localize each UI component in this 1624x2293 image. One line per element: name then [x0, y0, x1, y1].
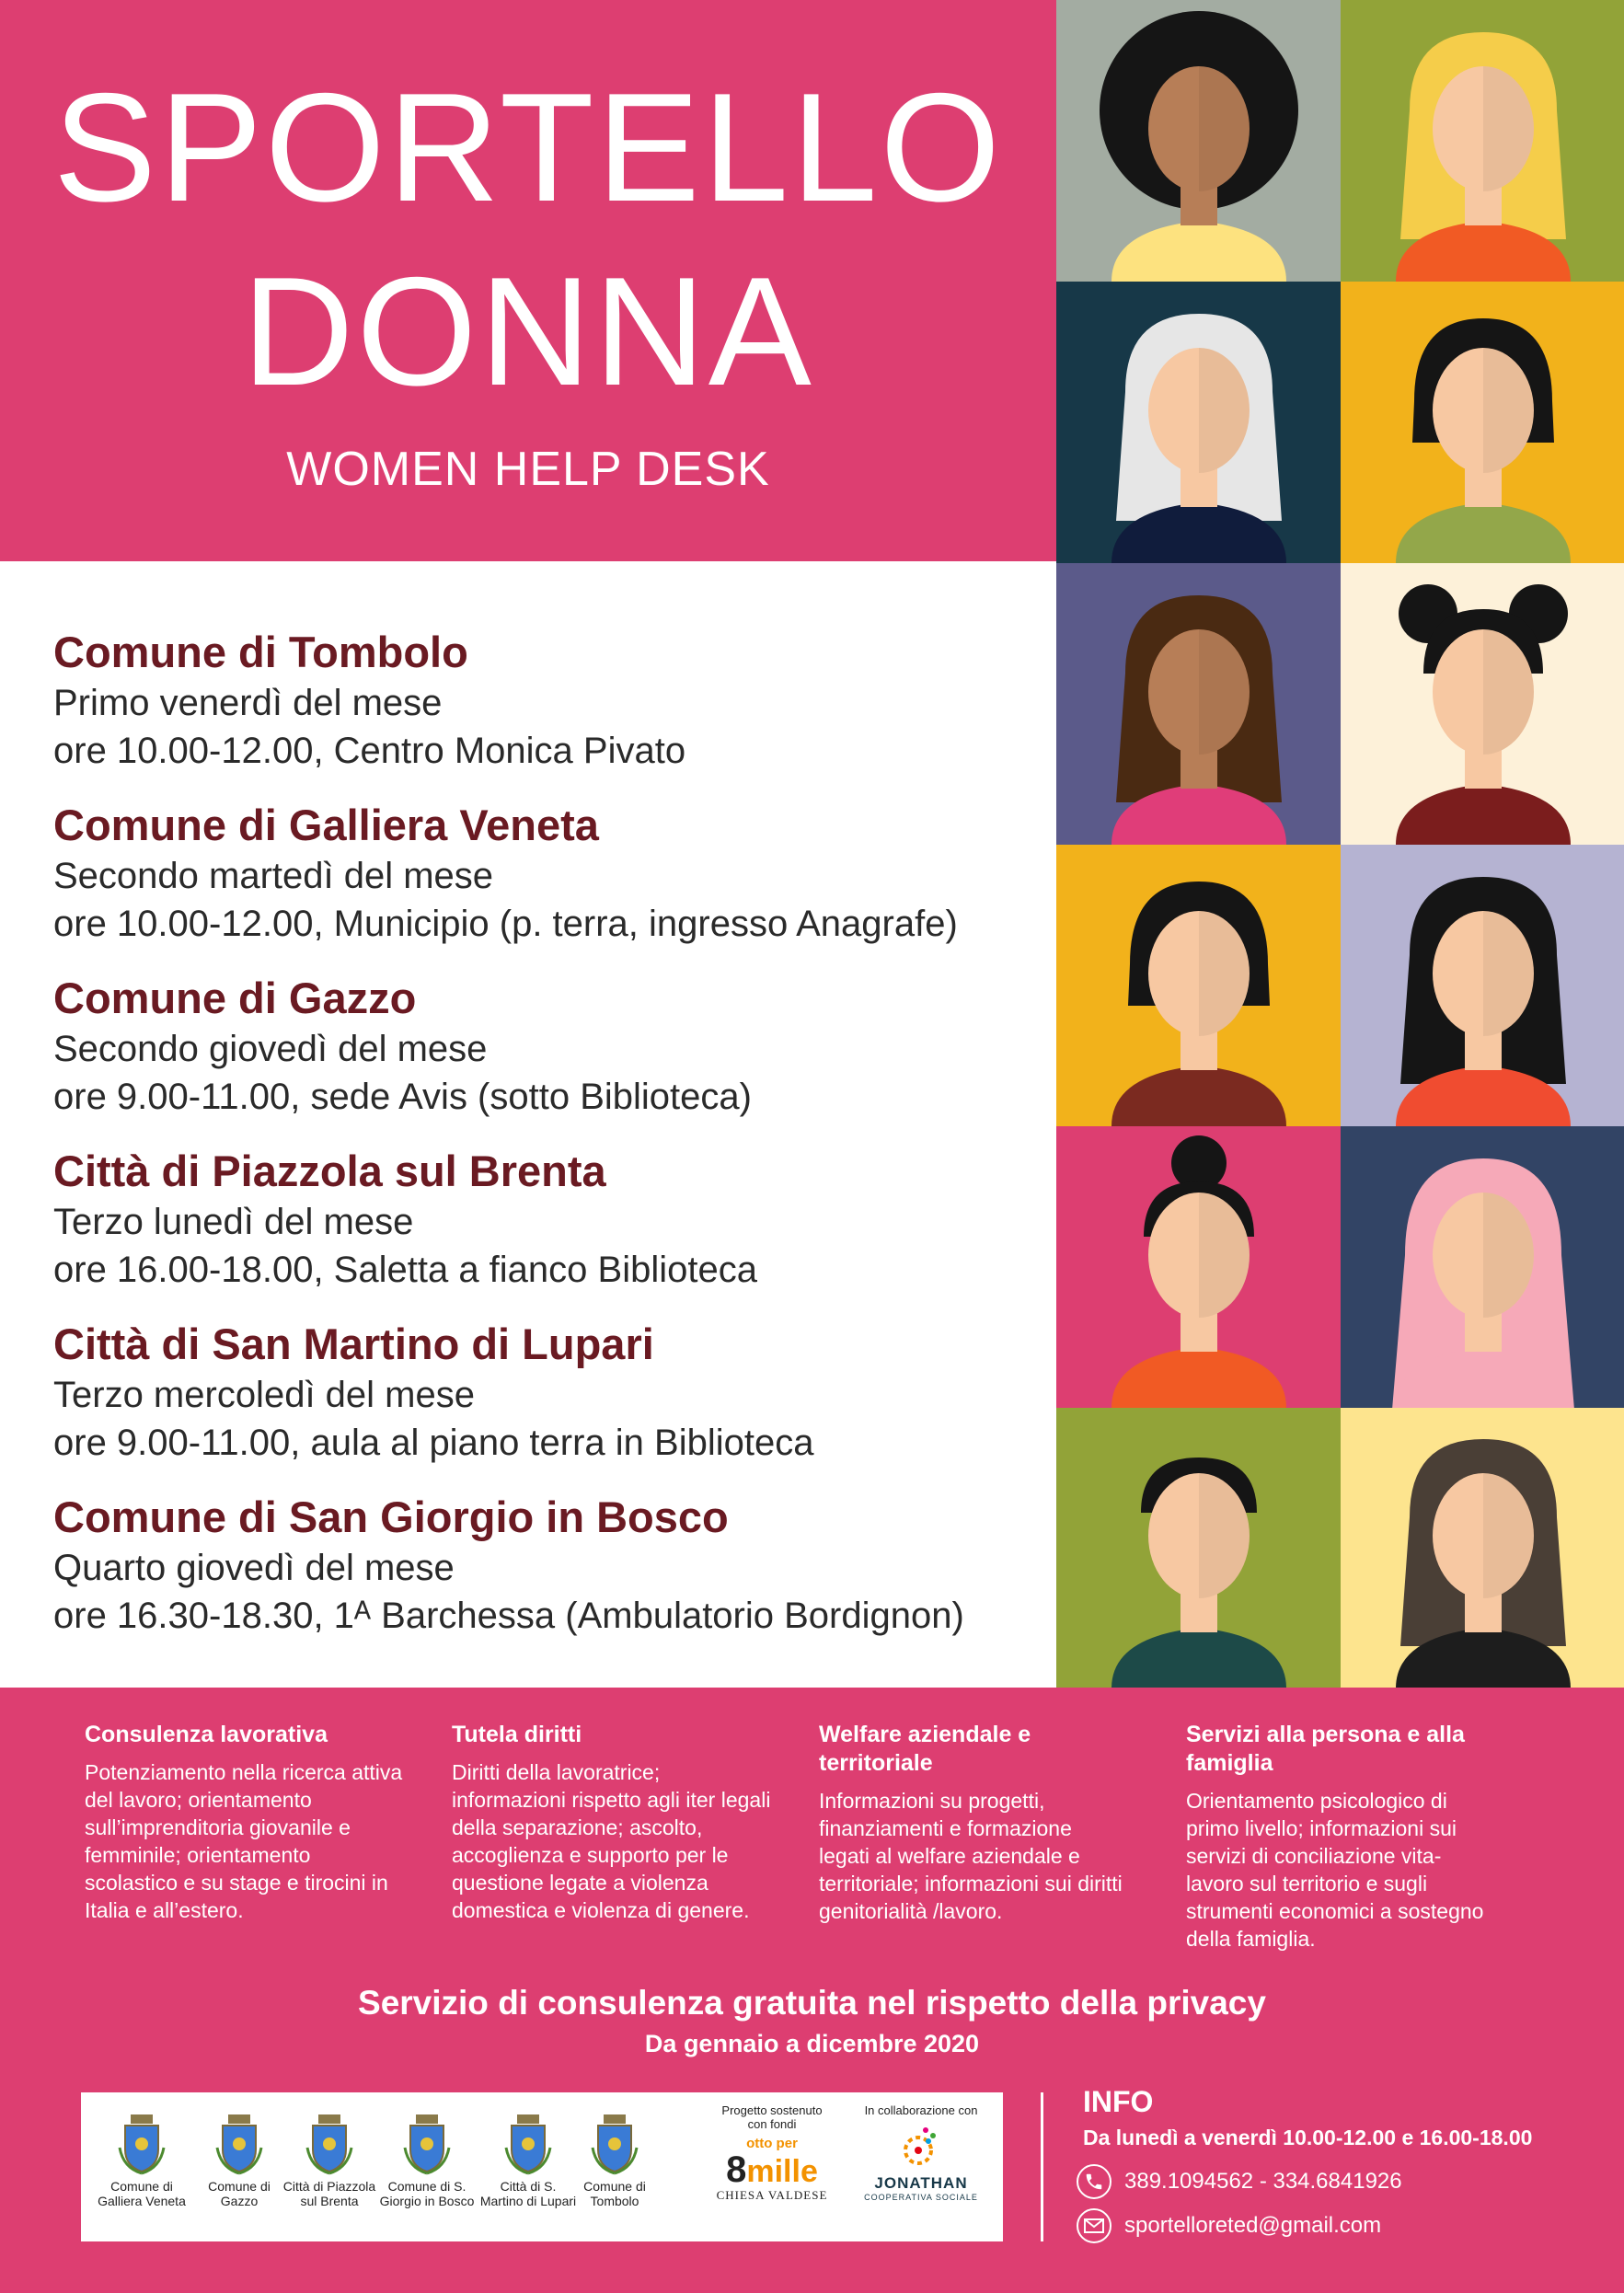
schedule-time-place: ore 9.00-11.00, aula al piano terra in Biblioteca: [53, 1423, 814, 1463]
coat-of-arms-icon: [589, 2111, 640, 2175]
service-welfare: [819, 1721, 1123, 1925]
title-line-1: SPORTELLO: [52, 61, 1004, 234]
vertical-divider: [1041, 2092, 1043, 2241]
schedule-time-place: ore 16.00-18.00, Saletta a fianco Biblioteca: [53, 1250, 757, 1290]
footer: [0, 1688, 1624, 2293]
schedule-entry: [53, 1318, 1047, 1467]
phone-numbers[interactable]: 389.1094562 - 334.6841926: [1124, 2169, 1402, 2194]
schedule-day: Terzo mercoledì del mese: [53, 1375, 475, 1415]
ottopermille-logo: [712, 2103, 832, 2203]
title-line-2: DONNA: [242, 245, 814, 418]
municipality-name: Comune di Gazzo: [53, 974, 417, 1022]
municipality-name: Città di San Martino di Lupari: [53, 1319, 654, 1368]
municipality-crest: [190, 2111, 289, 2208]
crest-caption: Comune di Tombolo: [583, 2179, 646, 2208]
crest-caption: Città di Piazzola sul Brenta: [282, 2179, 376, 2208]
service-title: Welfare aziendale e territoriale: [819, 1722, 1031, 1776]
schedule-entry: [53, 626, 1047, 775]
schedule-entry: [53, 972, 1047, 1121]
coat-of-arms-icon: [502, 2111, 554, 2175]
woman-portrait: [1341, 1126, 1624, 1408]
email-row: [1077, 2208, 1381, 2243]
municipality-crest: [565, 2111, 664, 2208]
municipality-crest: [280, 2111, 379, 2208]
crest-caption: Città di S. Martino di Lupari: [479, 2179, 577, 2208]
schedule-day: Secondo giovedì del mese: [53, 1029, 488, 1069]
municipality-crest: [478, 2111, 578, 2208]
coat-of-arms-icon: [304, 2111, 355, 2175]
schedule-entry: [53, 799, 1047, 948]
service-family: [1186, 1721, 1499, 1953]
schedule-day: Quarto giovedì del mese: [53, 1548, 455, 1588]
schedule-list: [53, 626, 1047, 1664]
service-text: Potenziamento nella ricerca attiva del lavoro; orientamento sull’imprenditoria giovanile e femminile; orientamento scolastico e su stage e tirocini in Italia e all’estero.: [85, 1760, 403, 1922]
municipality-name: Comune di San Giorgio in Bosco: [53, 1492, 729, 1541]
portrait-grid: [1056, 0, 1624, 1688]
info-title: INFO: [1083, 2085, 1154, 2118]
woman-portrait: [1056, 282, 1341, 563]
sponsor-eight: 8: [726, 2149, 747, 2190]
phone-icon: [1077, 2164, 1111, 2199]
woman-portrait: [1056, 1408, 1341, 1688]
jonathan-emblem-icon: [898, 2123, 944, 2172]
woman-portrait: [1341, 563, 1624, 845]
municipality-name: Comune di Tombolo: [53, 628, 468, 676]
service-rights: [452, 1721, 774, 1924]
schedule-time-place: ore 9.00-11.00, sede Avis (sotto Biblioteca): [53, 1077, 752, 1117]
schedule-entry: [53, 1145, 1047, 1294]
sponsor-caption: Progetto sostenuto con fondi: [721, 2103, 823, 2131]
service-text: Orientamento psicologico di primo livello; informazioni sui servizi di conciliazione vita-lavoro sul territorio e sugli strumenti economici a sostegno della famiglia.: [1186, 1789, 1484, 1951]
schedule-day: Primo venerdì del mese: [53, 683, 443, 723]
sponsor-top-word: otto per: [746, 2136, 798, 2151]
service-title: Servizi alla persona e alla famiglia: [1186, 1722, 1465, 1776]
schedule-time-place: ore 16.30-18.30, 1ᴬ Barchessa (Ambulatorio Bordignon): [53, 1596, 964, 1636]
email-address[interactable]: sportelloreted@gmail.com: [1124, 2213, 1382, 2238]
crest-caption: Comune di Galliera Veneta: [98, 2179, 186, 2208]
crest-caption: Comune di Gazzo: [208, 2179, 271, 2208]
partner-name: JONATHAN: [874, 2174, 968, 2192]
service-work: [85, 1721, 407, 1924]
partner-sub: COOPERATIVA SOCIALE: [864, 2193, 978, 2202]
municipality-crest: [92, 2111, 191, 2208]
sponsor-mille: mille: [746, 2154, 818, 2189]
schedule-day: Secondo martedì del mese: [53, 856, 494, 896]
partner-caption: In collaborazione con: [864, 2103, 978, 2117]
service-period: Da gennaio a dicembre 2020: [644, 2030, 980, 2057]
municipality-name: Comune di Galliera Veneta: [53, 801, 599, 849]
schedule-time-place: ore 10.00-12.00, Municipio (p. terra, ingresso Anagrafe): [53, 904, 958, 944]
free-service-claim: Servizio di consulenza gratuita nel rispetto della privacy: [358, 1984, 1266, 2022]
woman-portrait: [1341, 282, 1624, 563]
woman-portrait: [1341, 0, 1624, 282]
woman-portrait: [1056, 845, 1341, 1126]
coat-of-arms-icon: [116, 2111, 167, 2175]
woman-portrait: [1056, 563, 1341, 845]
service-title: Consulenza lavorativa: [85, 1722, 328, 1747]
service-title: Tutela diritti: [452, 1722, 582, 1747]
woman-portrait: [1056, 1126, 1341, 1408]
coat-of-arms-icon: [401, 2111, 453, 2175]
schedule-entry: [53, 1491, 1047, 1640]
woman-portrait: [1056, 0, 1341, 282]
woman-portrait: [1341, 845, 1624, 1126]
woman-portrait: [1341, 1408, 1624, 1688]
subtitle: WOMEN HELP DESK: [286, 443, 770, 496]
phone-row: [1077, 2164, 1402, 2199]
mail-icon: [1077, 2208, 1111, 2243]
schedule-time-place: ore 10.00-12.00, Centro Monica Pivato: [53, 731, 686, 771]
header-banner: [0, 0, 1056, 561]
jonathan-logo: [852, 2103, 990, 2202]
municipality-crest: [377, 2111, 477, 2208]
sponsor-org: CHIESA VALDESE: [716, 2188, 828, 2202]
service-text: Diritti della lavoratrice; informazioni rispetto agli iter legali della separazione; ascolto, accoglienza e supporto per le questione legate a violenza domestica e violenza di genere.: [452, 1760, 771, 1922]
partner-logos: [81, 2092, 1003, 2241]
coat-of-arms-icon: [213, 2111, 265, 2175]
crest-caption: Comune di S. Giorgio in Bosco: [379, 2179, 475, 2208]
info-hours: Da lunedì a venerdì 10.00-12.00 e 16.00-18.00: [1083, 2126, 1533, 2149]
schedule-day: Terzo lunedì del mese: [53, 1202, 414, 1242]
municipality-name: Città di Piazzola sul Brenta: [53, 1146, 606, 1195]
service-text: Informazioni su progetti, finanziamenti e formazione legati al welfare aziendale e territoriale; informazioni sui diritti genitorialità /lavoro.: [819, 1789, 1123, 1923]
